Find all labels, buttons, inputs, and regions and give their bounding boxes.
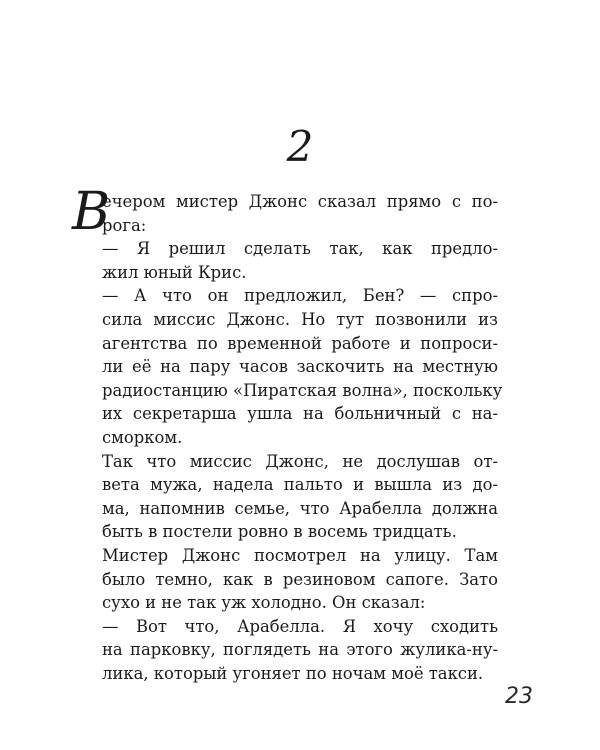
text-line: Так что миссис Джонс, не дослушав от- xyxy=(102,451,498,471)
text-line: В ечером мистер Джонс сказал прямо с по- xyxy=(72,182,498,242)
text-line: было темно, как в резиновом сапоге. Зато xyxy=(102,569,498,589)
chapter-number: 2 xyxy=(286,122,314,171)
text-line: сила миссис Джонс. Но тут позвонили из xyxy=(102,309,498,329)
text-line: Мистер Джонс посмотрел на улицу. Там xyxy=(102,545,498,565)
text-line: жил юный Крис. xyxy=(102,262,247,282)
text-line: вета мужа, надела пальто и вышла из до- xyxy=(102,475,498,495)
text-line: ма, напомнив семье, что Арабелла должна xyxy=(102,498,498,518)
text-line: радиостанцию «Пиратская волна», поскольку xyxy=(102,380,503,400)
text-line: их секретарша ушла на больничный с на- xyxy=(102,404,498,424)
text-line: на парковку, поглядеть на этого жулика-ну- xyxy=(102,640,498,660)
text-line: ли её на пару часов заскочить на местную xyxy=(102,357,498,377)
text-line: сухо и не так уж холодно. Он сказал: xyxy=(102,593,426,613)
text-line: — А что он предложил, Бен? — спро- xyxy=(102,286,498,306)
page-number: 23 xyxy=(505,684,533,709)
text-line: — Я решил сделать так, как предло- xyxy=(102,239,498,259)
body-text xyxy=(72,182,503,685)
text-line: лика, который угоняет по ночам моё такси. xyxy=(102,663,484,683)
text-line: сморком. xyxy=(102,427,183,447)
drop-cap: В xyxy=(72,182,111,242)
text-line: рога: xyxy=(102,215,147,235)
text-line: — Вот что, Арабелла. Я хочу сходить xyxy=(102,616,498,636)
text-line: быть в постели ровно в восемь тридцать. xyxy=(102,522,457,542)
text-line: агентства по временной работе и попроси- xyxy=(102,333,498,353)
